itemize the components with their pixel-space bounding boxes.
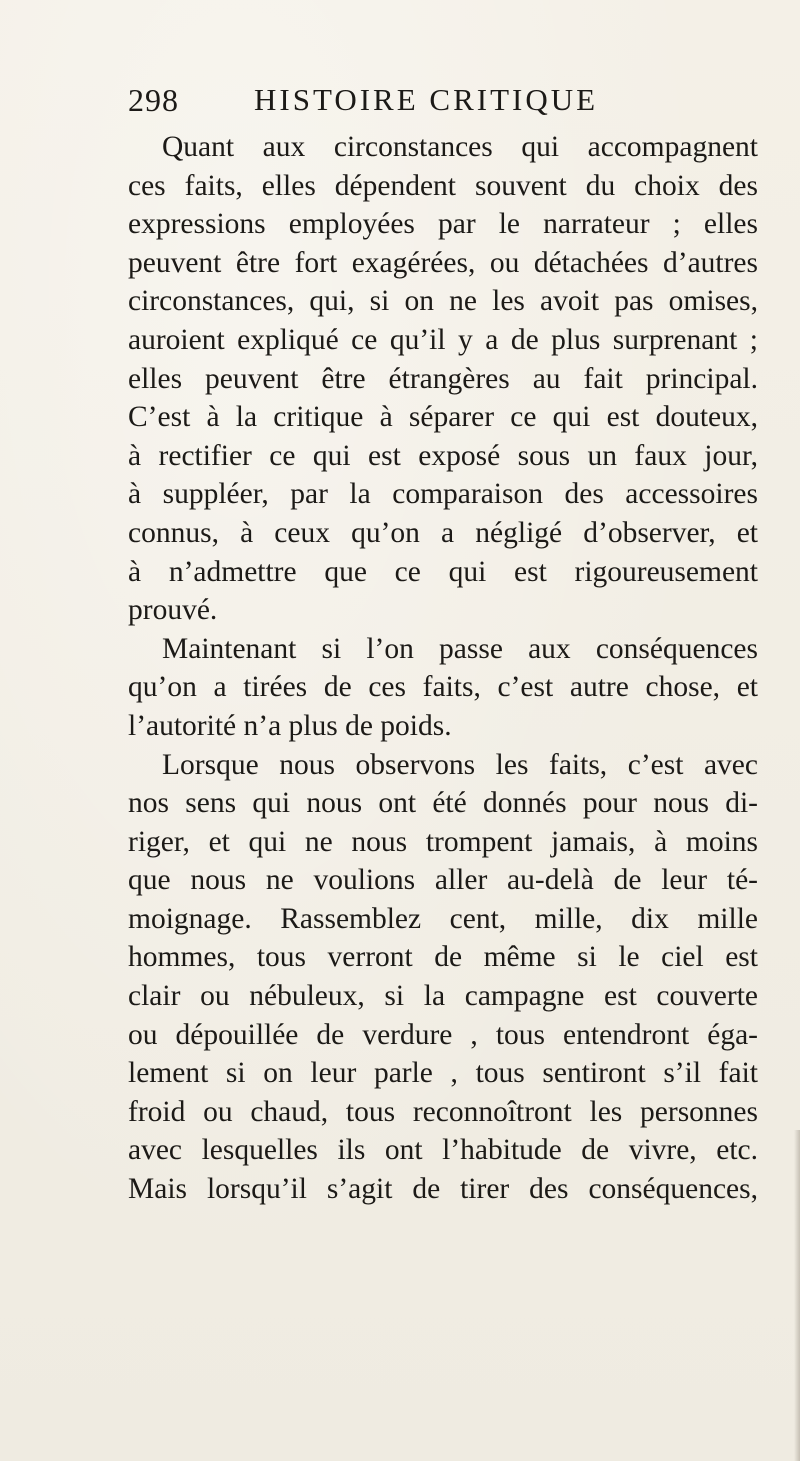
text-line: qu’on a tirées de ces faits, c’est autre chose, et: [128, 671, 758, 704]
text-line: ces faits, elles dépendent souvent du choix des: [128, 169, 758, 202]
text-line: connus, à ceux qu’on a négligé d’observer, et: [128, 516, 758, 549]
text-line: moignage. Rassemblez cent, mille, dix mille: [128, 902, 758, 935]
text-line: Quant aux circonstances qui accompagnent: [162, 131, 758, 163]
page-header: [128, 82, 688, 122]
text-line: clair ou nébuleux, si la campagne est couverte: [128, 980, 758, 1013]
page-edge-shadow: [794, 1130, 800, 1461]
text-line: Maintenant si l’on passe aux conséquences: [162, 632, 758, 665]
text-line: peuvent être fort exagérées, ou détachées d’autres: [128, 246, 758, 279]
text-line: elles peuvent être étrangères au fait principal.: [128, 362, 758, 395]
text-line: à rectifier ce qui est exposé sous un faux jour,: [128, 439, 758, 472]
text-line: C’est à la critique à séparer ce qui est douteux,: [128, 401, 758, 434]
text-line: lement si on leur parle , tous sentiront s’il fait: [128, 1057, 758, 1090]
text-line: expressions employées par le narrateur ; elles: [128, 208, 758, 241]
page-number: 298: [128, 82, 179, 118]
text-line: Lorsque nous observons les faits, c’est avec: [162, 748, 758, 781]
text-line: à suppléer, par la comparaison des accessoires: [128, 478, 758, 511]
text-line: que nous ne voulions aller au-delà de leur té-: [128, 864, 758, 897]
text-line: ou dépouillée de verdure , tous entendront éga-: [128, 1018, 758, 1051]
text-line: avec lesquelles ils ont l’habitude de vivre, etc.: [128, 1134, 758, 1167]
text-line: hommes, tous verront de même si le ciel est: [128, 941, 758, 974]
running-title: HISTOIRE CRITIQUE: [254, 82, 599, 117]
text-line: Mais lorsqu’il s’agit de tirer des conséquences,: [128, 1173, 758, 1206]
text-line: circonstances, qui, si on ne les avoit pas omises,: [128, 285, 758, 318]
text-line: nos sens qui nous ont été donnés pour nous di-: [128, 787, 758, 820]
text-line: auroient expliqué ce qu’il y a de plus surprenant ;: [128, 323, 758, 356]
text-line: riger, et qui ne nous trompent jamais, à moins: [128, 825, 758, 858]
text-line: à n’admettre que ce qui est rigoureusement: [128, 555, 758, 588]
text-line: l’autorité n’a plus de poids.: [128, 709, 452, 742]
text-line: froid ou chaud, tous reconnoîtront les personnes: [128, 1095, 758, 1128]
body-text: [128, 128, 758, 1209]
text-line: prouvé.: [128, 594, 218, 627]
